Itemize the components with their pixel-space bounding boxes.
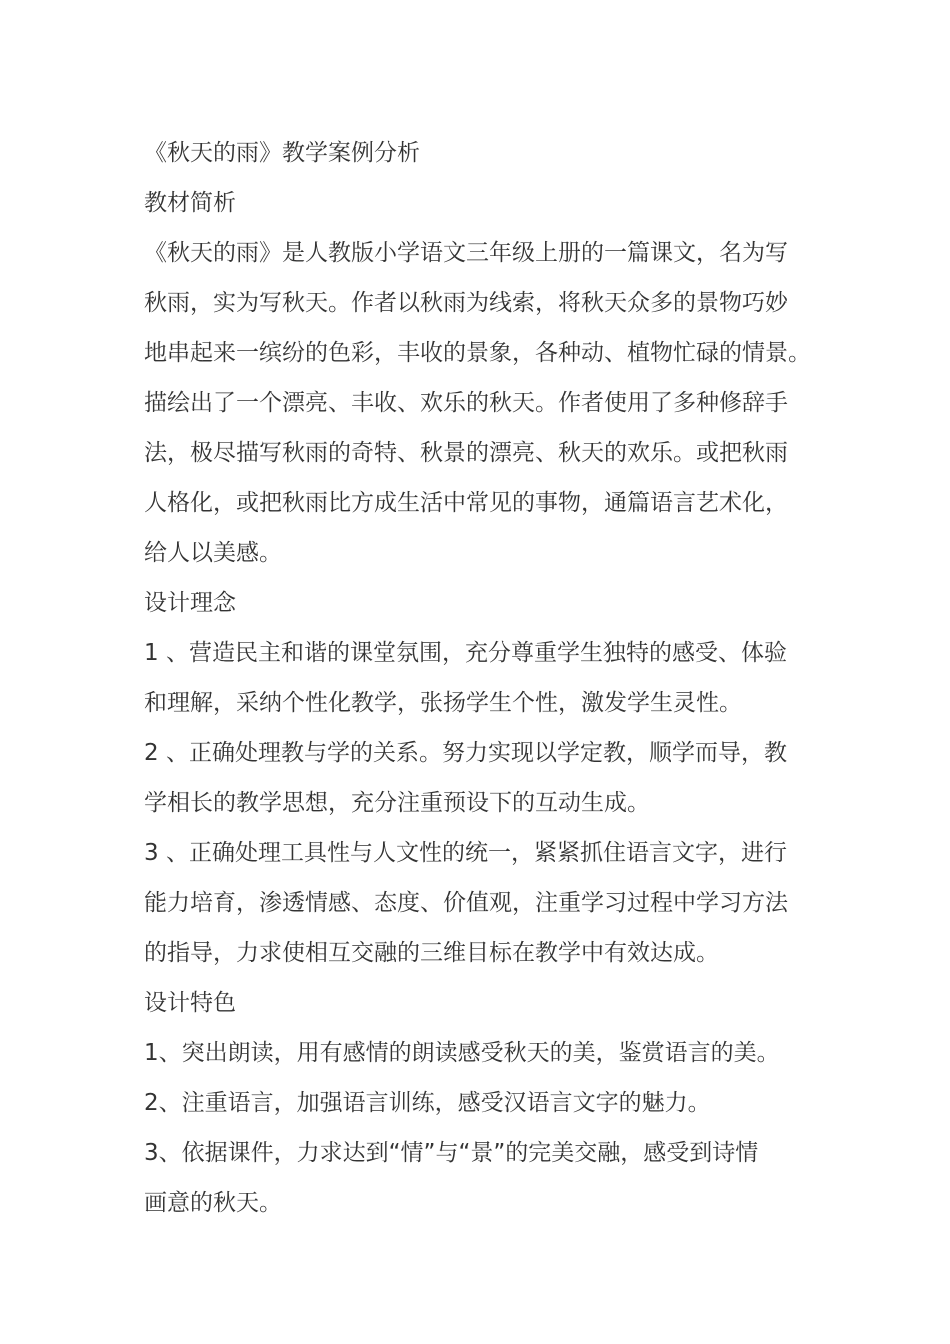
- section-heading-design-concept: 设计理念: [144, 590, 236, 616]
- paragraph-line: 人格化，或把秋雨比方成生活中常见的事物，通篇语言艺术化，: [144, 490, 788, 516]
- paragraph-line: 1、突出朗读，用有感情的朗读感受秋天的美，鉴赏语言的美。: [144, 1040, 780, 1066]
- paragraph-line: 3 、正确处理工具性与人文性的统一，紧紧抓住语言文字，进行: [144, 840, 787, 866]
- section-heading-design-features: 设计特色: [144, 990, 236, 1016]
- paragraph-line: 能力培育，渗透情感、态度、价值观，注重学习过程中学习方法: [144, 890, 788, 916]
- paragraph-line: 和理解，采纳个性化教学，张扬学生个性，激发学生灵性。: [144, 690, 742, 716]
- paragraph-line: 给人以美感。: [144, 540, 282, 566]
- paragraph-line: 2、注重语言，加强语言训练，感受汉语言文字的魅力。: [144, 1090, 711, 1116]
- paragraph-line: 地串起来一缤纷的色彩，丰收的景象，各种动、植物忙碌的情景。: [144, 340, 811, 366]
- paragraph-line: 法，极尽描写秋雨的奇特、秋景的漂亮、秋天的欢乐。或把秋雨: [144, 440, 788, 466]
- paragraph-line: 的指导，力求使相互交融的三维目标在教学中有效达成。: [144, 940, 719, 966]
- paragraph-line: 学相长的教学思想，充分注重预设下的互动生成。: [144, 790, 650, 816]
- paragraph-line: 《秋天的雨》是人教版小学语文三年级上册的一篇课文，名为写: [144, 240, 788, 266]
- paragraph-line: 秋雨，实为写秋天。作者以秋雨为线索，将秋天众多的景物巧妙: [144, 290, 788, 316]
- paragraph-line: 1 、营造民主和谐的课堂氛围，充分尊重学生独特的感受、体验: [144, 640, 787, 666]
- paragraph-line: 描绘出了一个漂亮、丰收、欢乐的秋天。作者使用了多种修辞手: [144, 390, 788, 416]
- document-page: [144, 128, 834, 1228]
- section-heading-textbook-analysis: 教材简析: [144, 190, 236, 216]
- document-title: 《秋天的雨》教学案例分析: [144, 140, 420, 166]
- paragraph-line: 2 、正确处理教与学的关系。努力实现以学定教，顺学而导，教: [144, 740, 787, 766]
- paragraph-line: 3、依据课件，力求达到“情”与“景”的完美交融，感受到诗情: [144, 1140, 759, 1166]
- paragraph-line: 画意的秋天。: [144, 1190, 282, 1216]
